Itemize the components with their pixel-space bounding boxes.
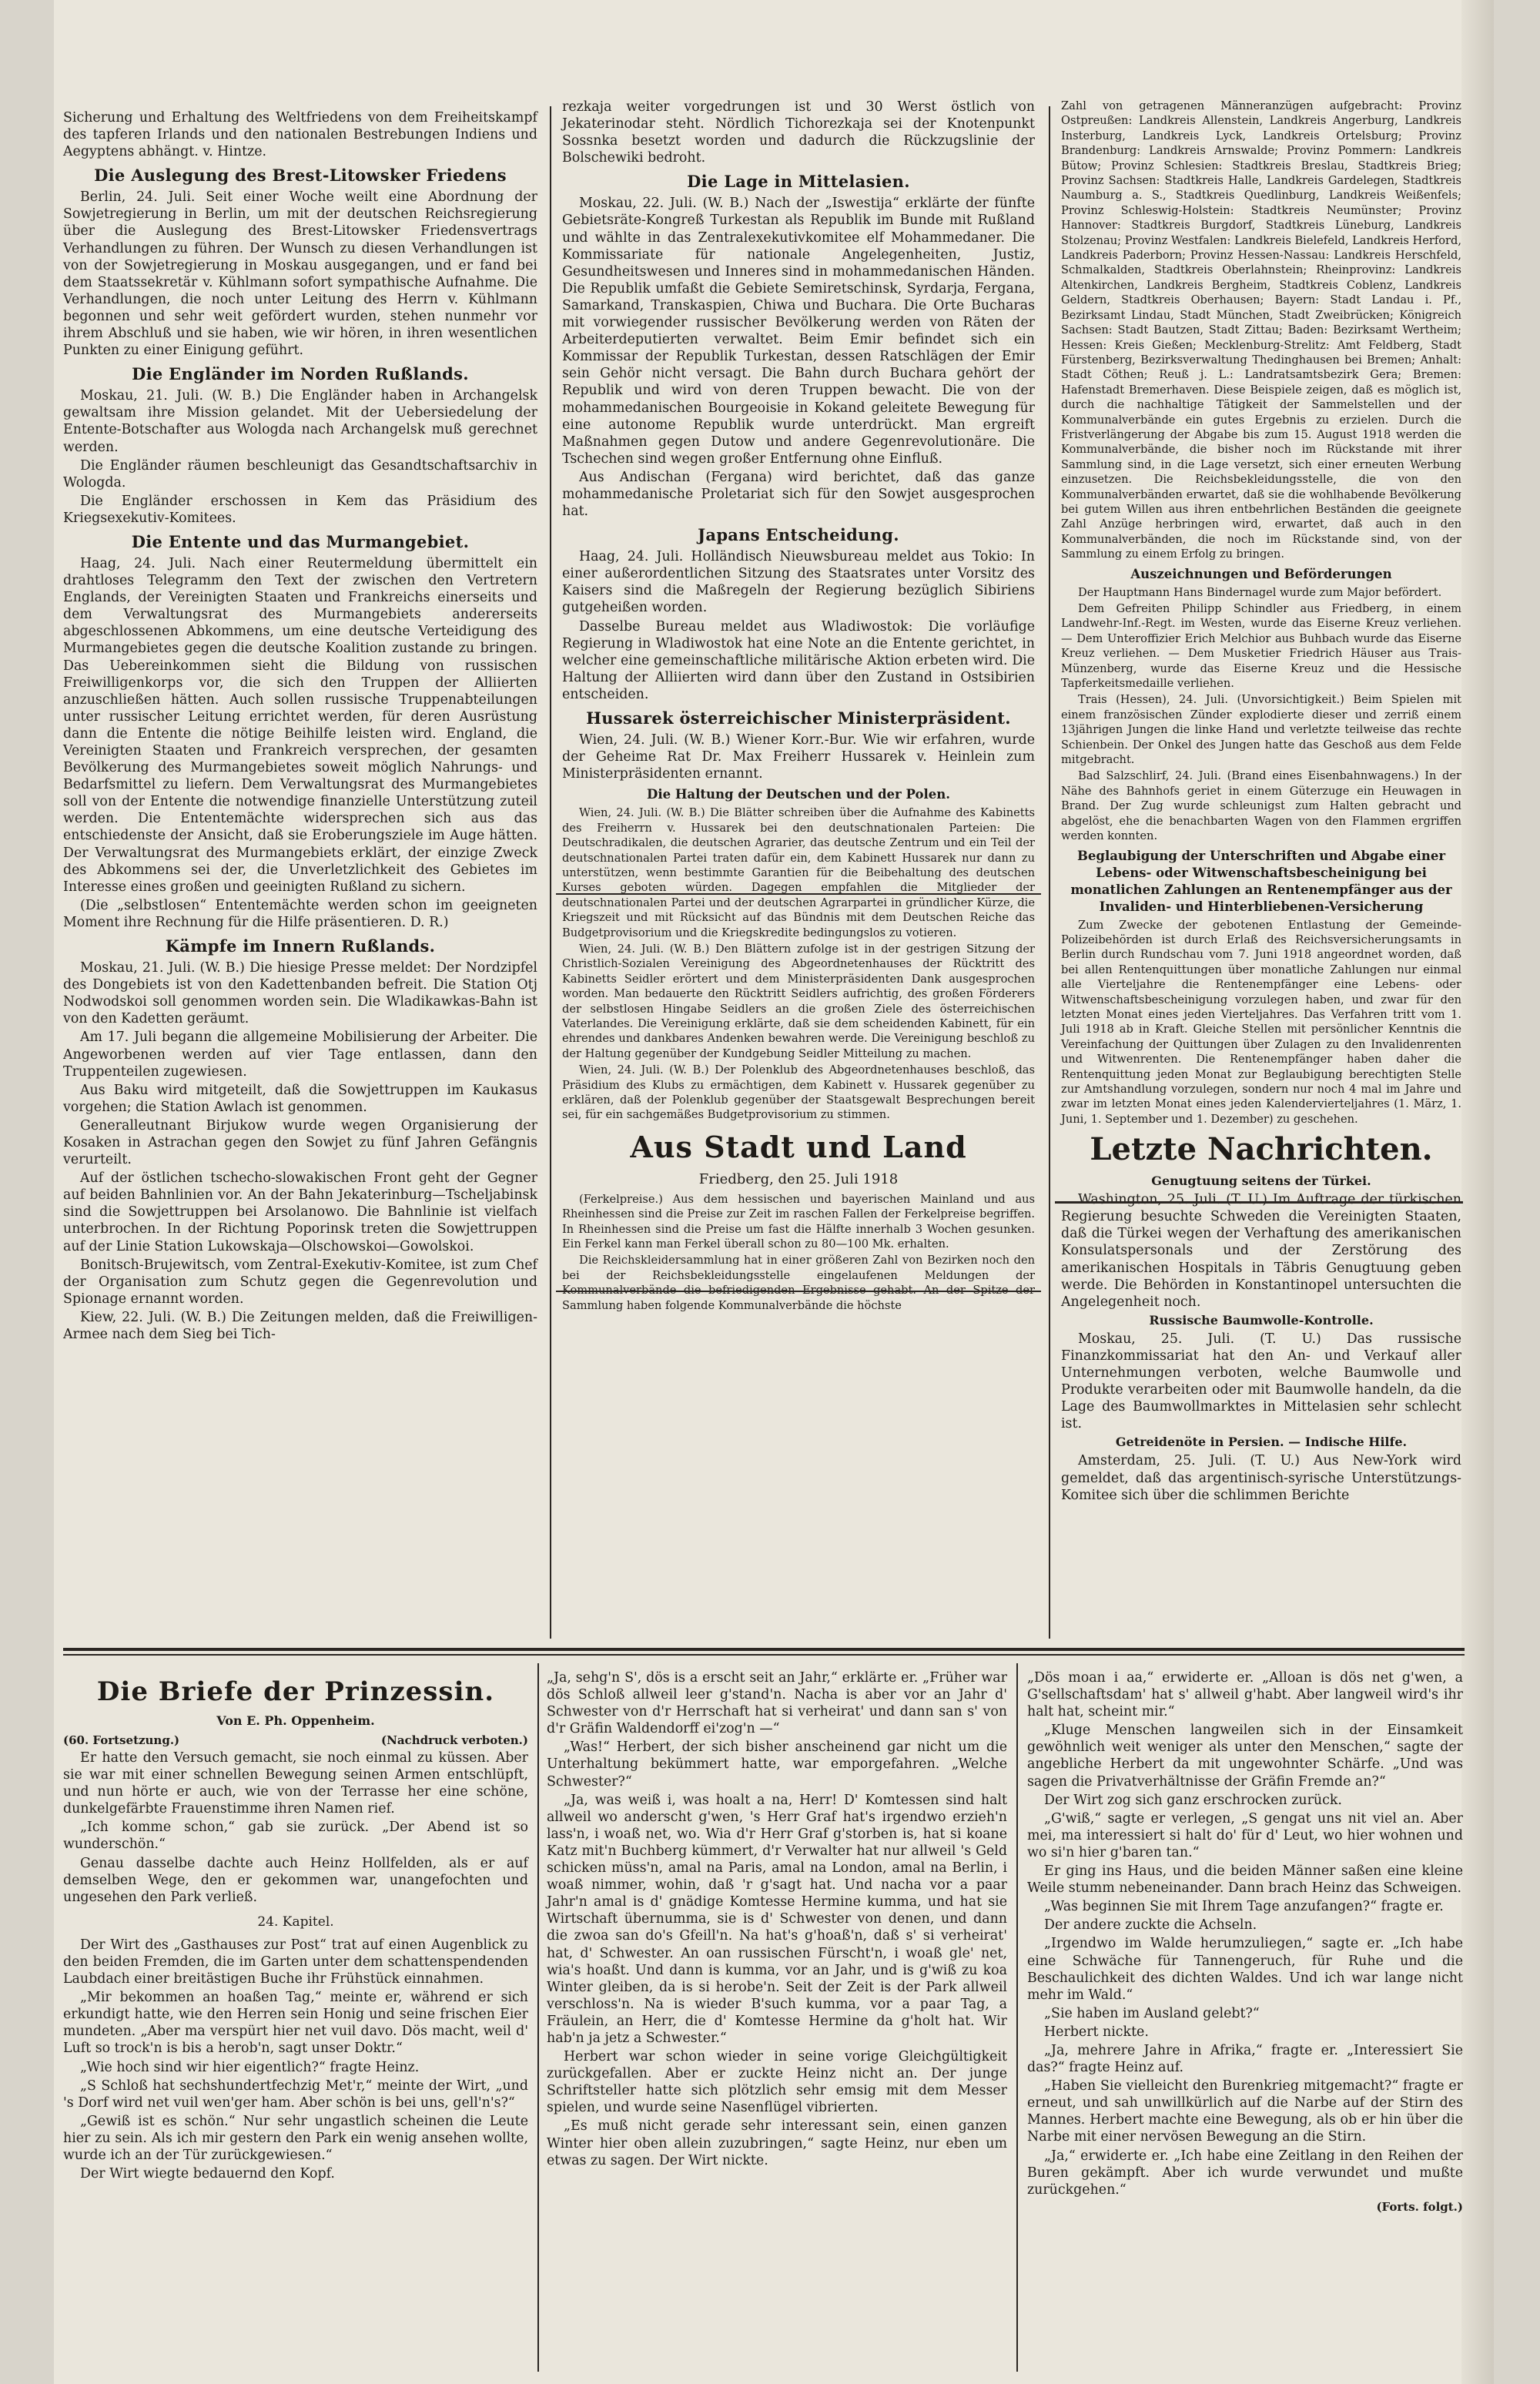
article-paragraph: „S Schloß hat sechshundertfechzig Met'r,“ meinte der Wirt, „und 's Dorf wird net vuil wen'ger ham. Aber schön is bei uns, gell'n's?“ [63, 2078, 528, 2111]
article-paragraph: Kiew, 22. Juli. (W. B.) Die Zeitungen melden, daß die Freiwilligen-Armee nach dem Sieg bei Tich- [63, 1309, 537, 1342]
article-paragraph: Zahl von getragenen Männeranzügen aufgebracht: Provinz Ostpreußen: Landkreis Allenstein, Landkreis Angerburg, Landkreis Insterburg, Landkreis Lyck, Landkreis Ortelsburg; Provinz Brandenburg: Landkreis Arnswalde; Provinz Pommern: Landkreis Bütow; Provinz Schlesien: Stadtkreis Breslau, Stadtkreis Brieg; Provinz Sachsen: Stadtkreis Halle, Landkreis Gardelegen, Stadtkreis Naumburg a. S., Stadtkreis Quedlinburg, Landkreis Weißenfels; Provinz Schleswig-Holstein: Stadtkreis Neumünster; Provinz Hannover: Stadtkreis Burgdorf, Stadtkreis Lüneburg, Landkreis Stolzenau; Provinz Westfalen: Landkreis Bielefeld, Landkreis Herford, Landkreis Paderborn; Provinz Hessen-Nassau: Landkreis Herschfeld, Schmalkalden, Stadtkreis Oberlahnstein; Rheinprovinz: Landkreis Altenkirchen, Landkreis Bergheim, Stadtkreis Coblenz, Landkreis Geldern, Stadtkreis Oberhausen; Bayern: Stadt Landau i. Pf., Bezirksamt Lindau, Stadt München, Stadt Zweibrücken; Königreich Sachsen: Stadt Bautzen, Stadt Zittau; Baden: Bezirksamt Wertheim; Hessen: Kreis Gießen; Mecklenburg-Strelitz: Amt Feldberg, Stadt Fürstenberg, Bezirksverwaltung Thedinghausen bei Bremen; Anhalt: Stadt Cöthen; Reuß j. L.: Landratsamtsbezirk Gera; Bremen: Hafenstadt Bremerhaven. Diese Beispiele zeigen, daß es möglich ist, durch die nachhaltige Tätigkeit der Sammelstellen und der Kommunalverbände ein gutes Ergebnis zu erzielen. Durch die Fristverlängerung der Abgabe bis zum 15. August 1918 werden die Kommunalverbände, die bisher noch im Rückstande mit ihrer Sammlung sind, in die Lage versetzt, sich einer erneuten Werbung einzusetzen. Die Reichsbekleidungsstelle, die von den Kommunalverbänden erwartet, daß sie die wohlhabende Bevölkerung bei gutem Willen aus ihren entbehrlichen Beständen die geeignete Zahl Anzüge herbringen wird, erwartet, daß auch in den Kommunalverbänden, die noch im Rückstande sind, von der Sammlung zu einem Erfolg zu bringen. [1061, 99, 1461, 561]
chapter-heading: 24. Kapitel. [257, 1914, 334, 1930]
article-paragraph: Berlin, 24. Juli. Seit einer Woche weilt eine Abordnung der Sowjetregierung in Berlin, um mit der deutschen Reichsregierung über die Auslegung des Brest-Litowsker Friedensvertrags Verhandlungen zu führen. Der Wunsch zu diesen Verhandlungen ist von der Sowjetregierung in Moskau ausgegangen, und er fand bei dem Staatssekretär v. Kühlmann sofort sympathische Aufnahme. Die Verhandlungen, die noch unter Leitung des Herrn v. Kühlmann begonnen und sehr weit gefördert wurden, stehen nunmehr vor ihrem Abschluß und sie haben, wie wir hören, in ihren wesentlichen Punkten zu einer Einigung geführt. [63, 189, 537, 359]
article-paragraph: Herbert nickte. [1044, 2024, 1149, 2040]
article-paragraph: Herbert war schon wieder in seine vorige Gleichgültigkeit zurückgefallen. Aber er zuckte Heinz nicht an. Der junge Schriftsteller hatte sich plötzlich sehr emsig mit dem Messer spielen, und wurde seine Nasenflügel vibrierten. [547, 2049, 1007, 2116]
serial-reprint-note: (Nachdruck verboten.) [381, 1733, 528, 1747]
article-paragraph: „Irgendwo im Walde herumzuliegen,“ sagte er. „Ich habe eine Schwäche für Tannengeruch, für Ruhe und die Beschaulichkeit des dichten Waldes. Und ich war lange nicht mehr im Wald.“ [1027, 1936, 1463, 2003]
section-banner: Aus Stadt und Land [630, 1129, 967, 1164]
article-paragraph: Wien, 24. Juli. (W. B.) Den Blättern zufolge ist in der gestrigen Sitzung der Christlich-Sozialen Vereinigung des Abgeordnetenhauses der Rücktritt des Kabinetts Seidler erörtert und dem Ministerpräsidenten Dank ausgesprochen worden. Man bedauerte den Rücktritt Seidlers aufrichtig, des großen Förderers der selbstlosen Hingabe Seidlers an die großen Ziele des österreichischen Vaterlandes. Die Vereinigung erklärte, daß sie dem scheidenden Kabinett, für ein ehrendes und dankbares Andenken bewahren werde. Die Vereinigung beschloß zu der Haltung gegenüber der Kundgebung Seidler Mitteilung zu machen. [562, 942, 1035, 1060]
article-paragraph: rezkaja weiter vorgedrungen ist und 30 Werst östlich von Jekaterinodar steht. Nördlich Tichorezkaja sei der Knotenpunkt Sossnka besetzt worden und dadurch die Rückzugslinie der Bolschewiki bedroht. [562, 99, 1035, 166]
right-column [1061, 99, 1461, 1636]
middle-column [562, 99, 1035, 1312]
article-paragraph: „Haben Sie vielleicht den Burenkrieg mitgemacht?“ fragte er erneut, und sah unwillkürlich auf die Narbe auf der Stirn des Mannes. Herbert machte eine Bewegung, als ob er hin über die Narbe mit einer nervösen Bewegung an die Stirn. [1027, 2078, 1463, 2145]
article-paragraph: „Ja, mehrere Jahre in Afrika,“ fragte er. „Interessiert Sie das?“ fragte Heinz auf. [1027, 2042, 1463, 2076]
article-paragraph: Moskau, 25. Juli. (T. U.) Das russische Finanzkommissariat hat den An- und Verkauf aller Unternehmungen verboten, welche Baumwolle und Produkte verarbeiten oder mit Baumwolle handeln, da die Lage des Baumwollmarktes in Mittelasien sehr schlecht ist. [1061, 1331, 1461, 1432]
article-paragraph: Am 17. Juli begann die allgemeine Mobilisierung der Arbeiter. Die Angeworbenen werden auf vier Tage entlassen, dann den Truppenteilen zugewiesen. [63, 1030, 537, 1080]
article-paragraph: Genau dasselbe dachte auch Heinz Hollfelden, als er auf demselben Wege, den er gekommen war, unangefochten und ungesehen den Park verließ. [63, 1855, 528, 1905]
article-paragraph: Bonitsch-Brujewitsch, vom Zentral-Exekutiv-Komitee, ist zum Chef der Organisation zum Schutz gegen die Gegenrevolution und Spionage ernannt worden. [63, 1257, 537, 1307]
serial-divider [63, 1648, 1465, 1651]
serial-author: Von E. Ph. Oppenheim. [216, 1713, 375, 1728]
article-paragraph: Die Reichskleidersammlung hat in einer größeren Zahl von Bezirken noch den bei der Reichsbekleidungsstelle eingelaufenen Meldungen der Kommunalverbände die befriedigenden Ergebnisse gehabt. An der Spitze der Sammlung haben folgende Kommunalverbände die höchste [562, 1254, 1035, 1312]
news-subheading: Russische Baumwolle-Kontrolle. [1149, 1312, 1374, 1328]
dateline: Friedberg, den 25. Juli 1918 [698, 1170, 899, 1187]
left-column [63, 109, 537, 1646]
article-paragraph: Wien, 24. Juli. (W. B.) Die Blätter schreiben über die Aufnahme des Kabinetts des Freiherrn v. Hussarek bei den deutschnationalen Parteien: Die Deutschradikalen, die deutschen Agrarier, das deutsche Zentrum und ein Teil der deutschnationalen Partei traten dafür ein, dem Kabinett Hussarek nur dann zu unterstützen, wenn bestimmte Garantien für die Beibehaltung des deutschen Kurses geboten würden. Dagegen empfahlen die Mitglieder der deutschnationalen Partei und der deutschen Agrarpartei in gründlicher Kürze, die Kriegszeit und mit Rücksicht auf das Bündnis mit dem Deutschen Reiche das Budgetprovisorium und die Kriegskredite bedingungslos zu votieren. [562, 806, 1035, 939]
article-paragraph: Moskau, 22. Juli. (W. B.) Nach der „Iswestija“ erklärte der fünfte Gebietsräte-Kongreß Turkestan als Republik im Bunde mit Rußland und wählte in das Zentralexekutivkomitee elf Mohammedaner. Die Kommissariate für nationale Angelegenheiten, Justiz, Gesundheitswesen und Inneres sind in mohammedanischen Händen. Die Republik umfaßt die Gebiete Semiretschinsk, Syrdarja, Fergana, Samarkand, Transkaspien, Chiwa und Buchara. Die Orte Bucharas mit vorwiegender russischer Bevölkerung werden von Räten der Arbeiterdeputierten verwaltet. Beim Emir befindet sich ein Kommissar der Republik Turkestan, dessen Ratschlägen der Emir sein Gehör nicht versagt. Die Bahn durch Buchara gehört der Republik und wird von deren Truppen bewacht. Die von der mohammedanischen Bourgeoisie in Kokand geleitete Bewegung für eine autonome Republik wurde unterdrückt. Man ergreift Maßnahmen gegen Dutow und andere Gegenrevolutionäre. Die Tschechen sind wegen großer Entfernung ohne Einfluß. [562, 196, 1035, 467]
newspaper-page [54, 0, 1494, 2384]
article-paragraph: Wien, 24. Juli. (W. B.) Der Polenklub des Abgeordnetenhauses beschloß, das Präsidium des Klubs zu ermächtigen, dem Kabinett v. Hussarek gegenüber zu erklären, daß der Polenklub gegenüber der Staatsgewalt Besprechungen bereit sei, für ein sachgemäßes Budgetprovisorium zu stimmen. [562, 1063, 1035, 1122]
subsection-heading: Die Haltung der Deutschen und der Polen. [647, 787, 950, 802]
section-divider [556, 893, 1041, 895]
article-paragraph: Moskau, 21. Juli. (W. B.) Die Engländer haben in Archangelsk gewaltsam ihre Mission gelandet. Mit der Uebersiedelung der Entente-Botschafter aus Wologda nach Archangelsk muß gerechnet werden. [63, 388, 537, 455]
column-rule [537, 1663, 539, 2372]
article-paragraph: Sicherung und Erhaltung des Weltfriedens von dem Freiheitskampf des tapferen Irlands und den nationalen Bestrebungen Indiens und Aegyptens abhängt. v. Hintze. [63, 110, 537, 160]
serial-column-2 [547, 1669, 1007, 2362]
article-paragraph: Generalleutnant Birjukow wurde wegen Organisierung der Kosaken in Astrachan gegen den Sowjet zu fünf Jahren Gefängnis verurteilt. [63, 1117, 537, 1168]
serial-title: Die Briefe der Prinzessin. [96, 1676, 495, 1707]
article-paragraph: Washington, 25. Juli. (T. U.) Im Auftrage der türkischen Regierung besuchte Schweden die Vereinigten Staaten, daß die Türkei wegen der Verhaftung des amerikanischen Konsulatspersonals und der Zerstörung des amerikanischen Hospitals in Täbris Genugtuung geben werde. Die Behörden in Konstantinopel untersuchten die Angelegenheit noch. [1061, 1192, 1461, 1310]
section-divider [1055, 1201, 1463, 1204]
article-paragraph: „G'wiß,“ sagte er verlegen, „S gengat uns nit viel an. Aber mei, ma interessiert si halt do' für d' Leut, wo hier wohnen und wo si'n hier g'baren tan.“ [1027, 1810, 1463, 1860]
section-heading: Hussarek österreichischer Ministerpräsident. [586, 708, 1011, 728]
article-paragraph: Der andere zuckte die Achseln. [1044, 1917, 1257, 1934]
article-paragraph: Zum Zwecke der gebotenen Entlastung der Gemeinde-Polizeibehörden ist durch Erlaß des Reichsversicherungsamts in Berlin durch Rundschau vom 7. Juni 1918 angeordnet worden, daß bei allen Rentenquittungen über monatliche Zahlungen nur einmal alle Vierteljahre die Rentenempfänger eine Lebens- oder Witwenschaftsbescheinigung vorzulegen haben, und zwar für den letzten Monat eines jeden Vierteljahres. Das Verfahren tritt vom 1. Juli 1918 ab in Kraft. Gleiche Stellen mit persönlicher Kenntnis die Vereinfachung der Quittungen über Zulagen zu den Invalidenrenten und Witwenrenten. Die Rentenempfänger haben daher die Rentenquittung jeden Monat zur Beglaubigung berechtigten Stelle zur Amtshandlung vorzulegen, sondern nur noch 4 mal im Jahre und zwar im letzten Monat eines jeden Kalendervierteljahres (1. März, 1. Juni, 1. September und 1. Dezember) zu geschehen. [1061, 918, 1461, 1126]
article-paragraph: Er hatte den Versuch gemacht, sie noch einmal zu küssen. Aber sie war mit einer schnellen Bewegung seinen Armen entschlüpft, und nun hörte er auch, wie von der Terrasse her eine schöne, dunkelgefärbte Frauenstimme ihren Namen rief. [63, 1750, 528, 1817]
serial-installment: (60. Fortsetzung.) [63, 1733, 180, 1747]
serial-meta [63, 1733, 528, 1748]
article-paragraph: Amsterdam, 25. Juli. (T. U.) Aus New-York wird gemeldet, daß das argentinisch-syrische Unterstützungs-Komitee sich über die schlimmen Berichte [1061, 1453, 1461, 1503]
article-paragraph: Aus Baku wird mitgeteilt, daß die Sowjettruppen im Kaukasus vorgehen; die Station Awlach ist genommen. [63, 1082, 537, 1115]
article-paragraph: „Es muß nicht gerade sehr interessant sein, einen ganzen Winter hier oben allein zuzubringen,“ sagte Heinz, nur eben um etwas zu sagen. Der Wirt nickte. [547, 2118, 1007, 2168]
news-subheading: Getreidenöte in Persien. — Indische Hilfe. [1115, 1435, 1408, 1450]
article-paragraph: „Mir bekommen an hoaßen Tag,“ meinte er, während er sich erkundigt hatte, wie den Herren sein Honig und seine frischen Eier mundeten. „Aber ma verspürt hier net vuil davo. Dös macht, weil d' Luft so trock'n is bis a herob'n, sagt unser Doktr.“ [63, 1990, 528, 2057]
article-paragraph: Haag, 24. Juli. Nach einer Reutermeldung übermittelt ein drahtloses Telegramm den Text der zwischen den Vertretern Englands, der Vereinigten Staaten und Frankreichs einerseits und dem Verwaltungsrat des Murmangebiets andererseits abgeschlossenen Abkommens, um eine deutsche Verteidigung des Murmangebietes gegen die deutsche Koalition zustande zu bringen. Das Uebereinkommen sieht die Bildung von russischen Freiwilligenkorps vor, die sich den Truppen der Alliierten anzuschließen hätten. Auch sollen russische Truppenabteilungen unter russischer Leitung errichtet werden, für deren Ausrüstung dann die Entente die nötige Beihilfe leisten wird. England, die Vereinigten Staaten und Frankreich versprechen, der gesamten Bevölkerung des Murmangebietes soweit möglich Nahrungs- und Bedarfsmittel zu liefern. Dem Verwaltungsrat des Murmangebietes soll von der Entente die notwendige finanzielle Unterstützung zuteil werden. Die Ententemächte widersprechen sich aus das entschiedenste der Ansicht, daß sie Eroberungsziele im Auge hätten. Der Verwaltungsrat des Murmangebiets erklärt, der einzige Zweck des Abkommens sei der, die Unverletzlichkeit des Gebietes im Interesse eines großen und geeinigten Rußland zu sichern. [63, 555, 537, 895]
serial-column-3 [1027, 1669, 1463, 2362]
section-heading: Die Auslegung des Brest-Litowsker Friedens [94, 166, 507, 186]
article-paragraph: „Ich komme schon,“ gab sie zurück. „Der Abend ist so wunderschön.“ [63, 1820, 528, 1853]
article-paragraph: Bad Salzschlirf, 24. Juli. (Brand eines Eisenbahnwagens.) In der Nähe des Bahnhofs geriet in einem Güterzuge ein Heuwagen in Brand. Der Zug wurde schleunigst zum Halten gebracht und abgelöst, ehe die benachbarten Wagen von den Flammen ergriffen werden konnten. [1061, 769, 1461, 843]
subsection-heading: Beglaubigung der Unterschriften und Abgabe einer Lebens- oder Witwenschaftsbescheinigung bei monatlichen Zahlungen an Rentenempfänger aus der Invaliden- und Hinterbliebenen-Versicherung [1070, 848, 1452, 914]
article-paragraph: Die Engländer erschossen in Kem das Präsidium des Kriegsexekutiv-Komitees. [63, 493, 537, 526]
article-paragraph: (Ferkelpreise.) Aus dem hessischen und bayerischen Mainland und aus Rheinhessen sind die Preise zur Zeit im raschen Fallen der Ferkelpreise begriffen. In Rheinhessen sind die Preise um fast die Hälfte innerhalb 3 Wochen gesunken. Ein Ferkel kann man Ferkel überall schon zu 80—100 Mk. erhalten. [562, 1192, 1035, 1251]
article-paragraph: (Die „selbstlosen“ Ententemächte werden schon im geeigneten Moment ihre Rechnung für die Hilfe präsentieren. D. R.) [63, 897, 537, 930]
section-heading: Die Entente und das Murmangebiet. [131, 531, 470, 551]
article-paragraph: „Sie haben im Ausland gelebt?“ [1044, 2005, 1260, 2021]
column-rule [550, 106, 551, 1639]
serial-text-3 [1027, 1669, 1463, 2198]
article-paragraph: „Ja, was weiß i, was hoalt a na, Herr! D' Komtessen sind halt allweil wo anderscht g'wen, 's Herr Graf hat's irgendwo erzieh'n lass'n, i woaß net, wo. Wia d'r Herr Graf g'storben is, hat si koane Katz mit'n Buchberg kümmert, d'r Verwalter hat nur allweil 's Geld schicken müss'n, amal na Paris, amal na London, amal na Berlin, i woaß nimmer, wohin, daß 'r g'sagt hat. Und nacha vor a paar Jahr'n amal is d' gnädige Komtesse Hermine kumma, und hat sie Wirtschaft übernumma, sie is d' Schwester von denen, und dann die zwoa san do's Gfeill'n. Na hat's g'hoaß'n, daß s' si verheirat' hat, d' Schwester. An oan russischen Fürscht'n, i woaß gle' net, wia's hoaßt. Und dann is kumma, vor an Jahr, und is g'wiß zu koa Winter gleiben, da is si herobe'n. Seit der Zeit is der Park allweil verschloss'n. Na is wieder B'such kumma, vor a paar Tag, a Fräulein, an Herr, die d' Komtesse Hermine da g'holt hat. Wir hab'n ja jetz a Schwester.“ [547, 1792, 1007, 2046]
news-subheading: Genugtuung seitens der Türkei. [1151, 1174, 1371, 1189]
article-paragraph: „Gewiß ist es schön.“ Nur sehr ungastlich scheinen die Leute hier zu sein. Als ich mir gestern den Park ein wenig ansehen wollte, wurde ich an der Tür zurückgewiesen.“ [63, 2113, 528, 2163]
page-edge-shadow [1461, 0, 1494, 2384]
article-paragraph: Dasselbe Bureau meldet aus Wladiwostok: Die vorläufige Regierung in Wladiwostok hat eine Note an die Entente gerichtet, in welcher eine gemeinschaftliche militärische Aktion erbeten wird. Die Haltung der Alliierten wird dann über den Zustand in Ostsibirien entscheiden. [562, 618, 1035, 702]
article-paragraph: Dem Gefreiten Philipp Schindler aus Friedberg, in einem Landwehr-Inf.-Regt. im Westen, wurde das Eiserne Kreuz verliehen. — Dem Unteroffizier Erich Melchior aus Buhbach wurde das Eiserne Kreuz verliehen. — Dem Musketier Friedrich Häuser aus Trais-Münzenberg, wurde das Eiserne Kreuz und die Hessische Tapferkeitsmedaille verliehen. [1061, 602, 1461, 691]
subsection-heading: Auszeichnungen und Beförderungen [1130, 566, 1392, 581]
serial-text-1 [63, 1749, 528, 2182]
article-paragraph: Moskau, 21. Juli. (W. B.) Die hiesige Presse meldet: Der Nordzipfel des Dongebiets ist von den Kadettenbanden befreit. Die Station Otj Nodwodskoi soll genommen worden sein. Die Wladikawkas-Bahn ist von den Kadetten geräumt. [63, 960, 537, 1027]
article-paragraph: „Was!“ Herbert, der sich bisher anscheinend gar nicht um die Unterhaltung bekümmert hatte, war emporgefahren. „Welche Schwester?“ [547, 1739, 1007, 1790]
article-paragraph: Die Engländer räumen beschleunigt das Gesandtschaftsarchiv in Wologda. [63, 457, 537, 491]
section-heading: Japans Entscheidung. [698, 525, 899, 545]
article-paragraph: Der Wirt wiegte bedauernd den Kopf. [80, 2166, 335, 2182]
article-paragraph: „Ja, sehg'n S', dös is a erscht seit an Jahr,“ erklärte er. „Früher war dös Schloß allweil leer g'stand'n. Nacha is aber vor an Jahr d' Schwester von d'r Herrschaft hat si verheirat' und dann san s' von d'r Gräfin Waldendorff ei'zog'n —“ [547, 1670, 1007, 1737]
article-paragraph: „Ja,“ erwiderte er. „Ich habe eine Zeitlang in den Reihen der Buren gekämpft. Aber ich wurde verwundet und mußte zurückgehen.“ [1027, 2148, 1463, 2198]
column-rule [1016, 1663, 1018, 2372]
article-paragraph: Wien, 24. Juli. (W. B.) Wiener Korr.-Bur. Wie wir erfahren, wurde der Geheime Rat Dr. Max Freiherr Hussarek v. Heinlein zum Ministerpräsidenten ernannt. [562, 732, 1035, 782]
article-paragraph: Aus Andischan (Fergana) wird berichtet, daß das ganze mohammedanische Proletariat sich für den Sowjet ausgesprochen hat. [562, 469, 1035, 520]
section-heading: Kämpfe im Innern Rußlands. [165, 936, 436, 956]
article-paragraph: Der Wirt zog sich ganz erschrocken zurück. [1044, 1792, 1342, 1808]
article-paragraph: „Kluge Menschen langweilen sich in der Einsamkeit gewöhnlich weit weniger als unter den Menschen,“ sagte der angebliche Herbert da mit ungewohnter Schärfe. „Und was sagen die Privatverhältnisse der Gräfin Fremde an?“ [1027, 1723, 1463, 1790]
section-divider [556, 1291, 1041, 1292]
article-paragraph: Trais (Hessen), 24. Juli. (Unvorsichtigkeit.) Beim Spielen mit einem französischen Zünder explodierte dieser und zerriß einem 13jährigen Jungen die linke Hand und verletzte teilweise das rechte Schienbein. Der Onkel des Jungen hatte das Geschoß aus dem Felde mitgebracht. [1061, 693, 1461, 767]
serial-column-1 [63, 1669, 528, 2362]
column-rule [1049, 106, 1050, 1639]
article-paragraph: Haag, 24. Juli. Holländisch Nieuwsbureau meldet aus Tokio: In einer außerordentlichen Sitzung des Staatsrates unter Vorsitz des Kaisers sind die Maßregeln der Regierung bezüglich Sibiriens gutgeheißen worden. [562, 549, 1035, 616]
article-paragraph: Er ging ins Haus, und die beiden Männer saßen eine kleine Weile stumm nebeneinander. Dann brach Heinz das Schweigen. [1027, 1863, 1463, 1897]
article-paragraph: „Wie hoch sind wir hier eigentlich?“ fragte Heinz. [80, 2059, 420, 2075]
serial-divider-thin [63, 1654, 1465, 1656]
article-paragraph: „Dös moan i aa,“ erwiderte er. „Alloan is dös net g'wen, a G'sellschaftsdam' hat s' allweil g'habt. Aber langweil wird's ihr halt hat, scheint mir.“ [1027, 1670, 1463, 1720]
section-banner: Letzte Nachrichten. [1090, 1131, 1433, 1168]
article-paragraph: Der Wirt des „Gasthauses zur Post“ trat auf einen Augenblick zu den beiden Fremden, die im Garten unter dem schattenspendenden Laubdach einer breitästigen Buche ihr Frühstück einnahmen. [63, 1937, 528, 1987]
serial-continued-note: (Forts. folgt.) [1376, 2199, 1463, 2214]
section-heading: Die Engländer im Norden Rußlands. [132, 364, 469, 384]
section-heading: Die Lage in Mittelasien. [687, 172, 910, 192]
article-paragraph: Der Hauptmann Hans Bindernagel wurde zum Major befördert. [1078, 585, 1442, 599]
article-paragraph: „Was beginnen Sie mit Ihrem Tage anzufangen?“ fragte er. [1044, 1899, 1444, 1915]
article-paragraph: Auf der östlichen tschecho-slowakischen Front geht der Gegner auf beiden Bahnlinien vor. An der Bahn Jekaterinburg—Tscheljabinsk sind die Sowjettruppen bei Arsolanowo. Die Bahnlinie ist vielfach unterbrochen. In der Richtung Poporinsk treten die Sowjettruppen auf der Linie Station Lukowskaja—Olschowskoi—Gowolskoi. [63, 1170, 537, 1254]
